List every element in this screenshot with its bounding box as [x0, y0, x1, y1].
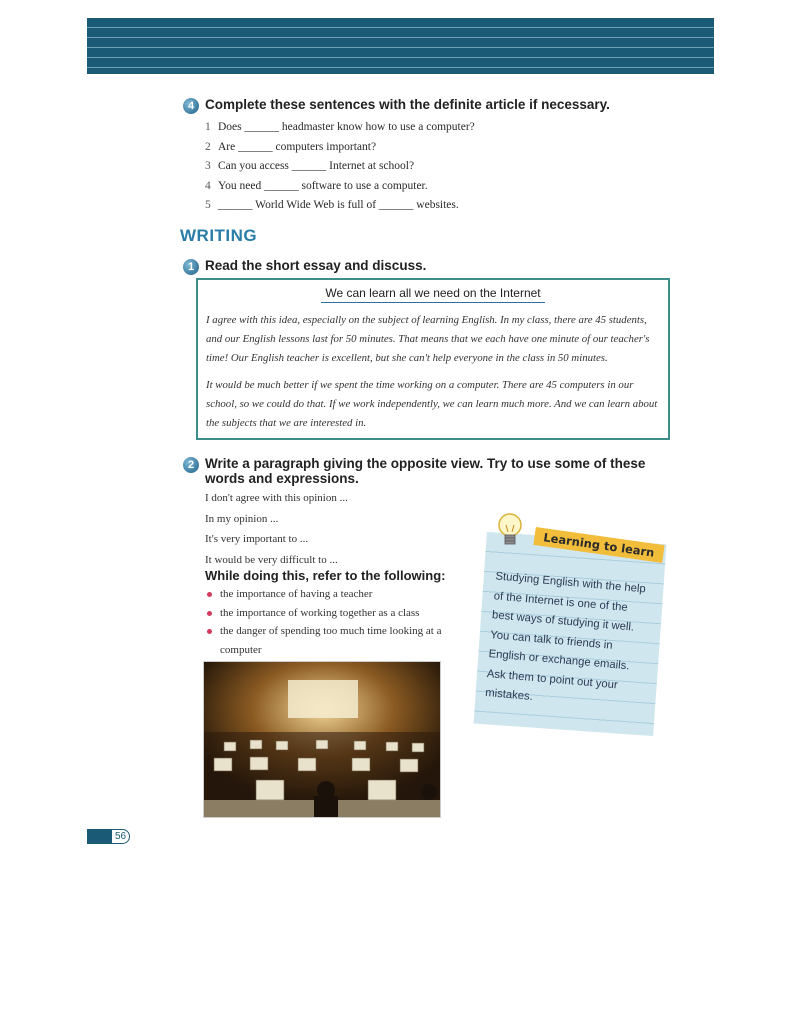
essay-title: We can learn all we need on the Internet: [321, 286, 545, 303]
list-item: the importance of working together as a class: [205, 604, 450, 623]
exercise-number-badge: 4: [183, 98, 199, 114]
exercise-4-heading: [183, 97, 663, 114]
writing-task-2-heading: [183, 456, 668, 486]
sentence-text: Can you access ______ Internet at school?: [218, 160, 415, 172]
header-band: [87, 18, 714, 74]
expression-list: [205, 492, 348, 574]
lightbulb-icon: [494, 510, 526, 550]
learning-to-learn-card: [466, 510, 671, 740]
list-item: 3 Can you access ______ Internet at school?: [205, 160, 475, 180]
list-item: 5 ______ World Wide Web is full of ______ websites.: [205, 199, 475, 219]
exercise-4-title: Complete these sentences with the definite article if necessary.: [205, 97, 610, 112]
list-item: It would be very difficult to ...: [205, 553, 338, 566]
writing-task-1-title: Read the short essay and discuss.: [205, 258, 427, 273]
writing-task-1-heading: [183, 258, 663, 275]
sentence-text: You need ______ software to use a computer.: [218, 179, 428, 192]
sentence-text: Are ______ computers important?: [218, 140, 377, 153]
task-number-badge: 1: [183, 259, 199, 275]
computer-lab-photo: [203, 661, 441, 818]
list-item: In my opinion ...: [205, 512, 279, 525]
learning-to-learn-label: Learning to learn: [533, 527, 664, 563]
writing-task-2-title: Write a paragraph giving the opposite view. Try to use some of these words and expressions.: [205, 456, 646, 486]
list-item: the importance of having a teacher: [205, 585, 450, 604]
sentence-text: ______ World Wide Web is full of ______ websites.: [218, 199, 459, 211]
sentence-text: Does ______ headmaster know how to use a computer?: [218, 121, 475, 133]
tip-text: Studying English with the help of the Internet is one of the best ways of studying it well. You can talk to friends in English or exchange emails. Ask them to point out your mistakes.: [484, 570, 647, 704]
list-item: 1 Does ______ headmaster know how to use a computer?: [205, 121, 475, 141]
computer-lab-illustration: [204, 662, 441, 818]
refer-heading: While doing this, refer to the following:: [205, 568, 446, 583]
writing-section-heading: WRITING: [180, 226, 258, 245]
list-item: the danger of spending too much time looking at a computer: [205, 622, 450, 659]
task-number-badge: 2: [183, 457, 199, 473]
list-item: 2 Are ______ computers important?: [205, 141, 475, 161]
essay-box: [196, 278, 670, 440]
essay-paragraph: It would be much better if we spent the time working on a computer. There are 45 computers in our school, so we could do that. If we work independently, we can learn much more. And we can learn about the subjects that we are interested in.: [206, 379, 658, 429]
list-item: It's very important to ...: [205, 533, 309, 545]
list-item: 4 You need ______ software to use a computer.: [205, 180, 475, 200]
essay-paragraph: I agree with this idea, especially on the subject of learning English. In my class, there are 45 students, and our English lessons last for 50 minutes. That means that we each have one minute of our teacher's time! Our English teacher is excellent, but she can't help everyone in the class in 50 minutes.: [206, 314, 650, 364]
refer-bullet-list: [205, 585, 450, 659]
list-item: I don't agree with this opinion ...: [205, 492, 348, 504]
exercise-4-sentence-list: [205, 121, 475, 219]
page-number: 56: [111, 829, 130, 844]
